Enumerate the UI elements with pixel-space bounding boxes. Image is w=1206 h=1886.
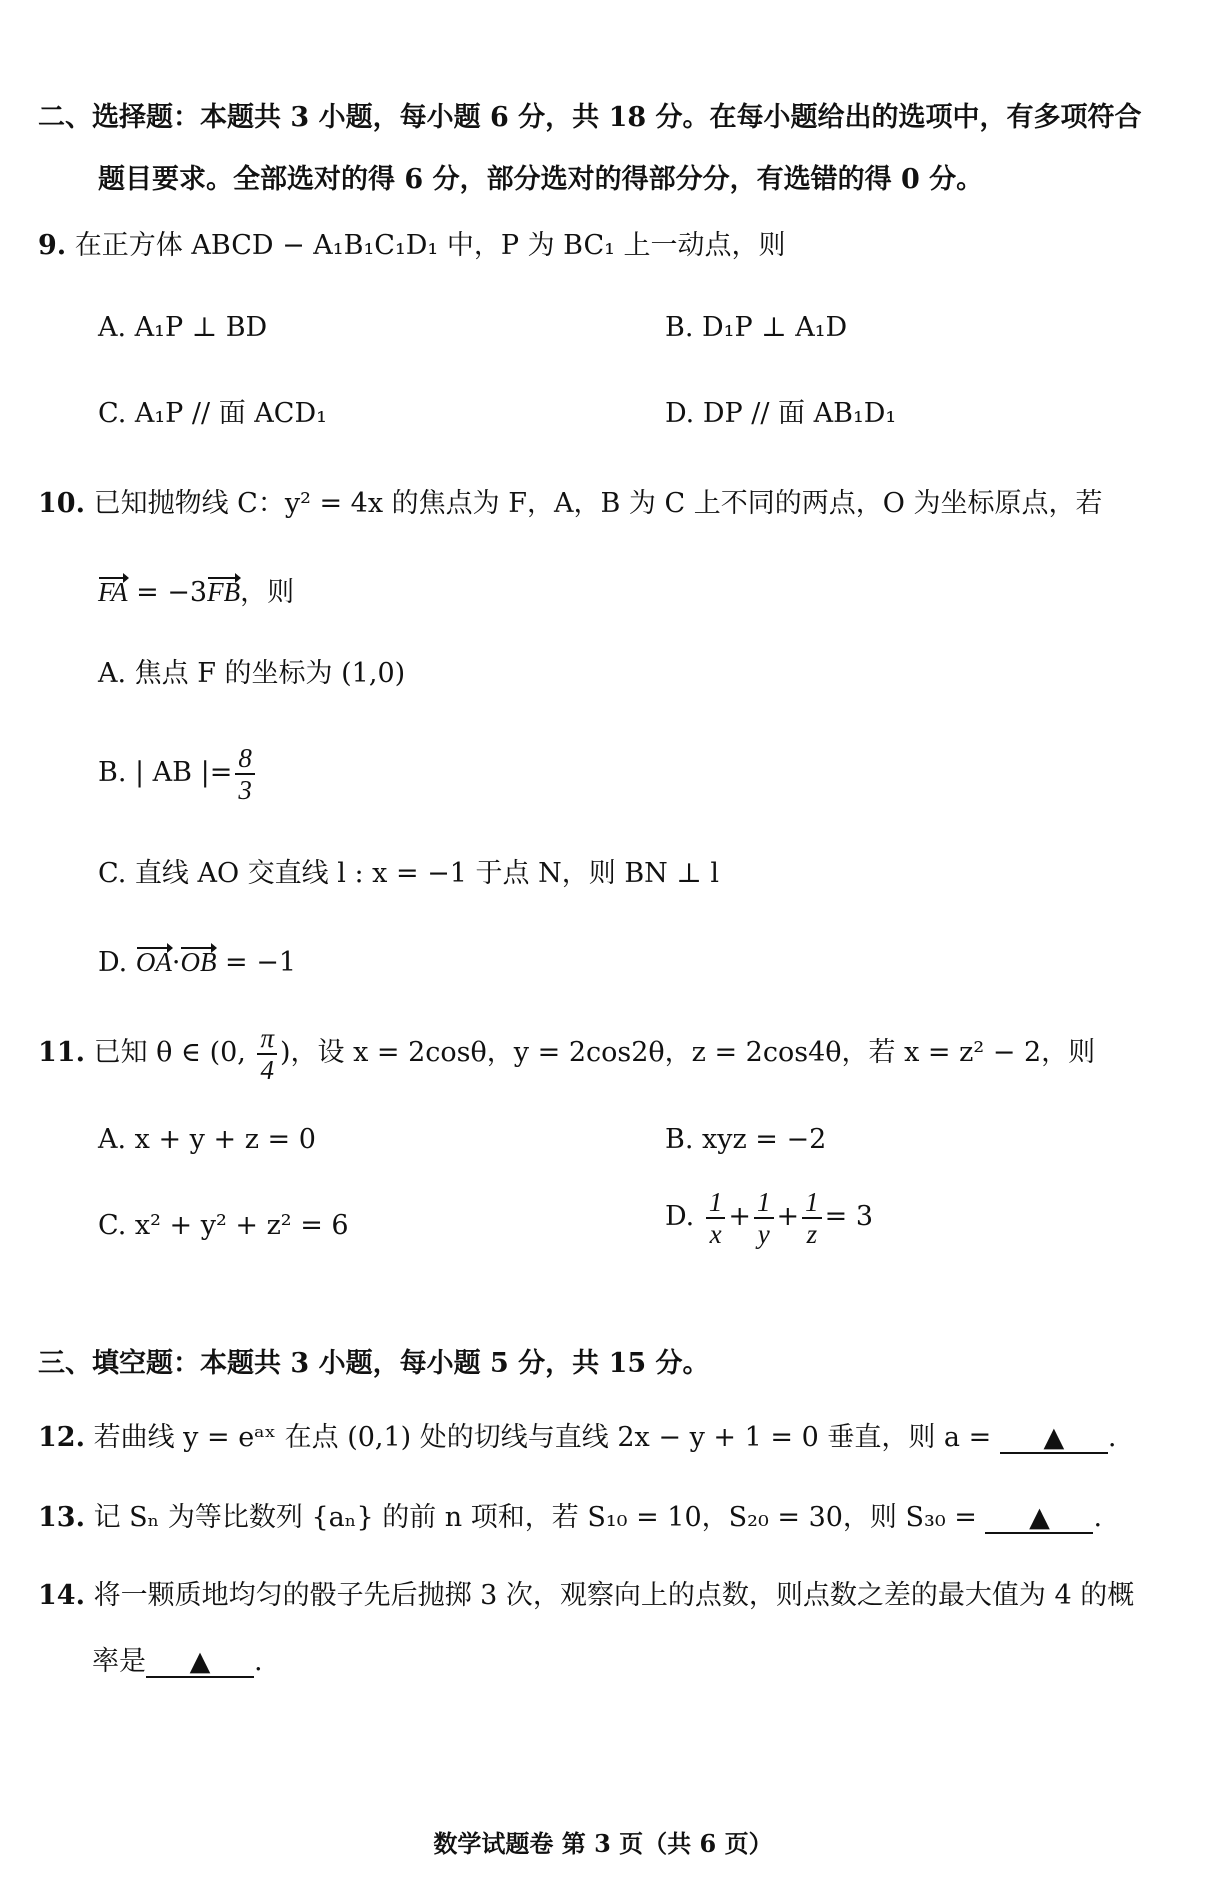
section3-heading: 三、填空题：本题共 3 小题，每小题 5 分，共 15 分。 <box>38 1348 710 1379</box>
period: . <box>1093 1502 1103 1533</box>
fraction-numerator: π <box>257 1023 277 1055</box>
period: . <box>254 1646 263 1677</box>
fraction-denominator: z <box>806 1218 818 1249</box>
answer-blank-14[interactable] <box>146 1648 254 1678</box>
fraction-denominator: x <box>709 1218 722 1249</box>
question-11-option-c: C. x² + y² + z² = 6 <box>98 1210 349 1241</box>
question-14-line1 <box>38 1578 1134 1614</box>
fraction-denominator: 4 <box>260 1054 274 1085</box>
question-14-text1: 将一颗质地均匀的骰子先后抛掷 3 次，观察向上的点数，则点数之差的最大值为 4 的概 <box>93 1580 1135 1611</box>
question-12-number: 12. <box>38 1422 85 1453</box>
question-11-text-b: )，设 x = 2cosθ，y = 2cos2θ，z = 2cos4θ，若 x = z² − 2，则 <box>279 1037 1096 1068</box>
fraction-8-over-3 <box>235 743 255 805</box>
question-13-number: 13. <box>38 1502 85 1533</box>
vector-fb: FB <box>207 574 240 610</box>
triangle-marker-icon: ▲ <box>1043 1422 1065 1453</box>
fraction-1-over-x <box>706 1187 726 1249</box>
question-10-stem <box>38 486 1102 522</box>
question-10-option-d <box>98 944 296 981</box>
question-11-text-a: 已知 θ ∈ (0, <box>93 1037 255 1068</box>
option-d-label: D. <box>665 1201 695 1232</box>
option-b-prefix: B. | AB |= <box>98 757 233 788</box>
question-10-tail: ，则 <box>240 577 295 608</box>
question-12 <box>38 1420 1116 1456</box>
question-13-text: 记 Sₙ 为等比数列 {aₙ} 的前 n 项和，若 S₁₀ = 10，S₂₀ = 30，则 S₃₀ = <box>93 1502 977 1533</box>
triangle-marker-icon: ▲ <box>1029 1502 1050 1533</box>
question-10-option-c: C. 直线 AO 交直线 l : x = −1 于点 N，则 BN ⊥ l <box>98 858 719 889</box>
question-10-option-b <box>98 740 258 806</box>
question-9-option-a: A. A₁P ⊥ BD <box>98 312 268 343</box>
question-12-text: 若曲线 y = eᵃˣ 在点 (0,1) 处的切线与直线 2x − y + 1 = 0 垂直，则 a = <box>93 1422 992 1453</box>
fraction-numerator: 8 <box>235 743 255 775</box>
question-10-text: 已知抛物线 C：y² = 4x 的焦点为 F，A，B 为 C 上不同的两点，O 为坐标原点，若 <box>93 488 1103 519</box>
fraction-numerator: 1 <box>802 1187 822 1219</box>
fraction-numerator: 1 <box>754 1187 774 1219</box>
section2-heading-line2: 题目要求。全部选对的得 6 分，部分选对的得部分分，有选错的得 0 分。 <box>98 164 984 195</box>
answer-blank-13[interactable] <box>985 1504 1093 1534</box>
section2-heading-line1: 二、选择题：本题共 3 小题，每小题 6 分，共 18 分。在每小题给出的选项中，有多项符合 <box>38 102 1142 133</box>
plus-sign: + <box>728 1201 751 1232</box>
page-footer: 数学试题卷 第 3 页（共 6 页） <box>433 1829 773 1858</box>
question-10-option-a: A. 焦点 F 的坐标为 (1,0) <box>98 658 406 689</box>
plus-sign: + <box>776 1201 800 1232</box>
triangle-marker-icon: ▲ <box>189 1646 211 1677</box>
question-11-option-b: B. xyz = −2 <box>665 1124 827 1155</box>
question-11-option-d <box>665 1184 873 1250</box>
question-11-stem <box>38 1020 1095 1086</box>
question-9-stem <box>38 228 786 264</box>
vector-ob: OB <box>180 944 216 980</box>
vector-relation: = −3 <box>127 577 208 608</box>
option-d-tail: = −1 <box>216 947 297 978</box>
vector-fa: FA <box>98 574 128 610</box>
period: . <box>1107 1422 1117 1453</box>
answer-blank-12[interactable] <box>1000 1424 1108 1454</box>
question-13 <box>38 1500 1102 1536</box>
question-9-option-b: B. D₁P ⊥ A₁D <box>665 312 848 343</box>
question-9-option-d: D. DP // 面 AB₁D₁ <box>665 398 897 429</box>
question-11-number: 11. <box>38 1037 85 1068</box>
question-14-text2: 率是 <box>92 1646 146 1677</box>
fraction-denominator: 3 <box>238 774 252 805</box>
fraction-pi-over-4 <box>257 1023 277 1085</box>
question-14-number: 14. <box>38 1580 85 1611</box>
question-9-number: 9. <box>38 230 67 261</box>
dot-operator: · <box>171 947 181 978</box>
question-10-number: 10. <box>38 488 85 519</box>
fraction-numerator: 1 <box>706 1187 726 1219</box>
fraction-1-over-z <box>802 1187 822 1249</box>
fraction-1-over-y <box>754 1187 774 1249</box>
question-11-option-a: A. x + y + z = 0 <box>98 1124 316 1155</box>
question-14-line2 <box>92 1644 263 1680</box>
option-d-prefix: D. <box>98 947 136 978</box>
question-9-option-c: C. A₁P // 面 ACD₁ <box>98 398 327 429</box>
fraction-denominator: y <box>757 1218 770 1249</box>
question-10-vector-condition <box>98 574 294 611</box>
vector-oa: OA <box>136 944 172 980</box>
question-9-text: 在正方体 ABCD − A₁B₁C₁D₁ 中，P 为 BC₁ 上一动点，则 <box>74 230 786 261</box>
option-d-tail: = 3 <box>824 1201 874 1232</box>
